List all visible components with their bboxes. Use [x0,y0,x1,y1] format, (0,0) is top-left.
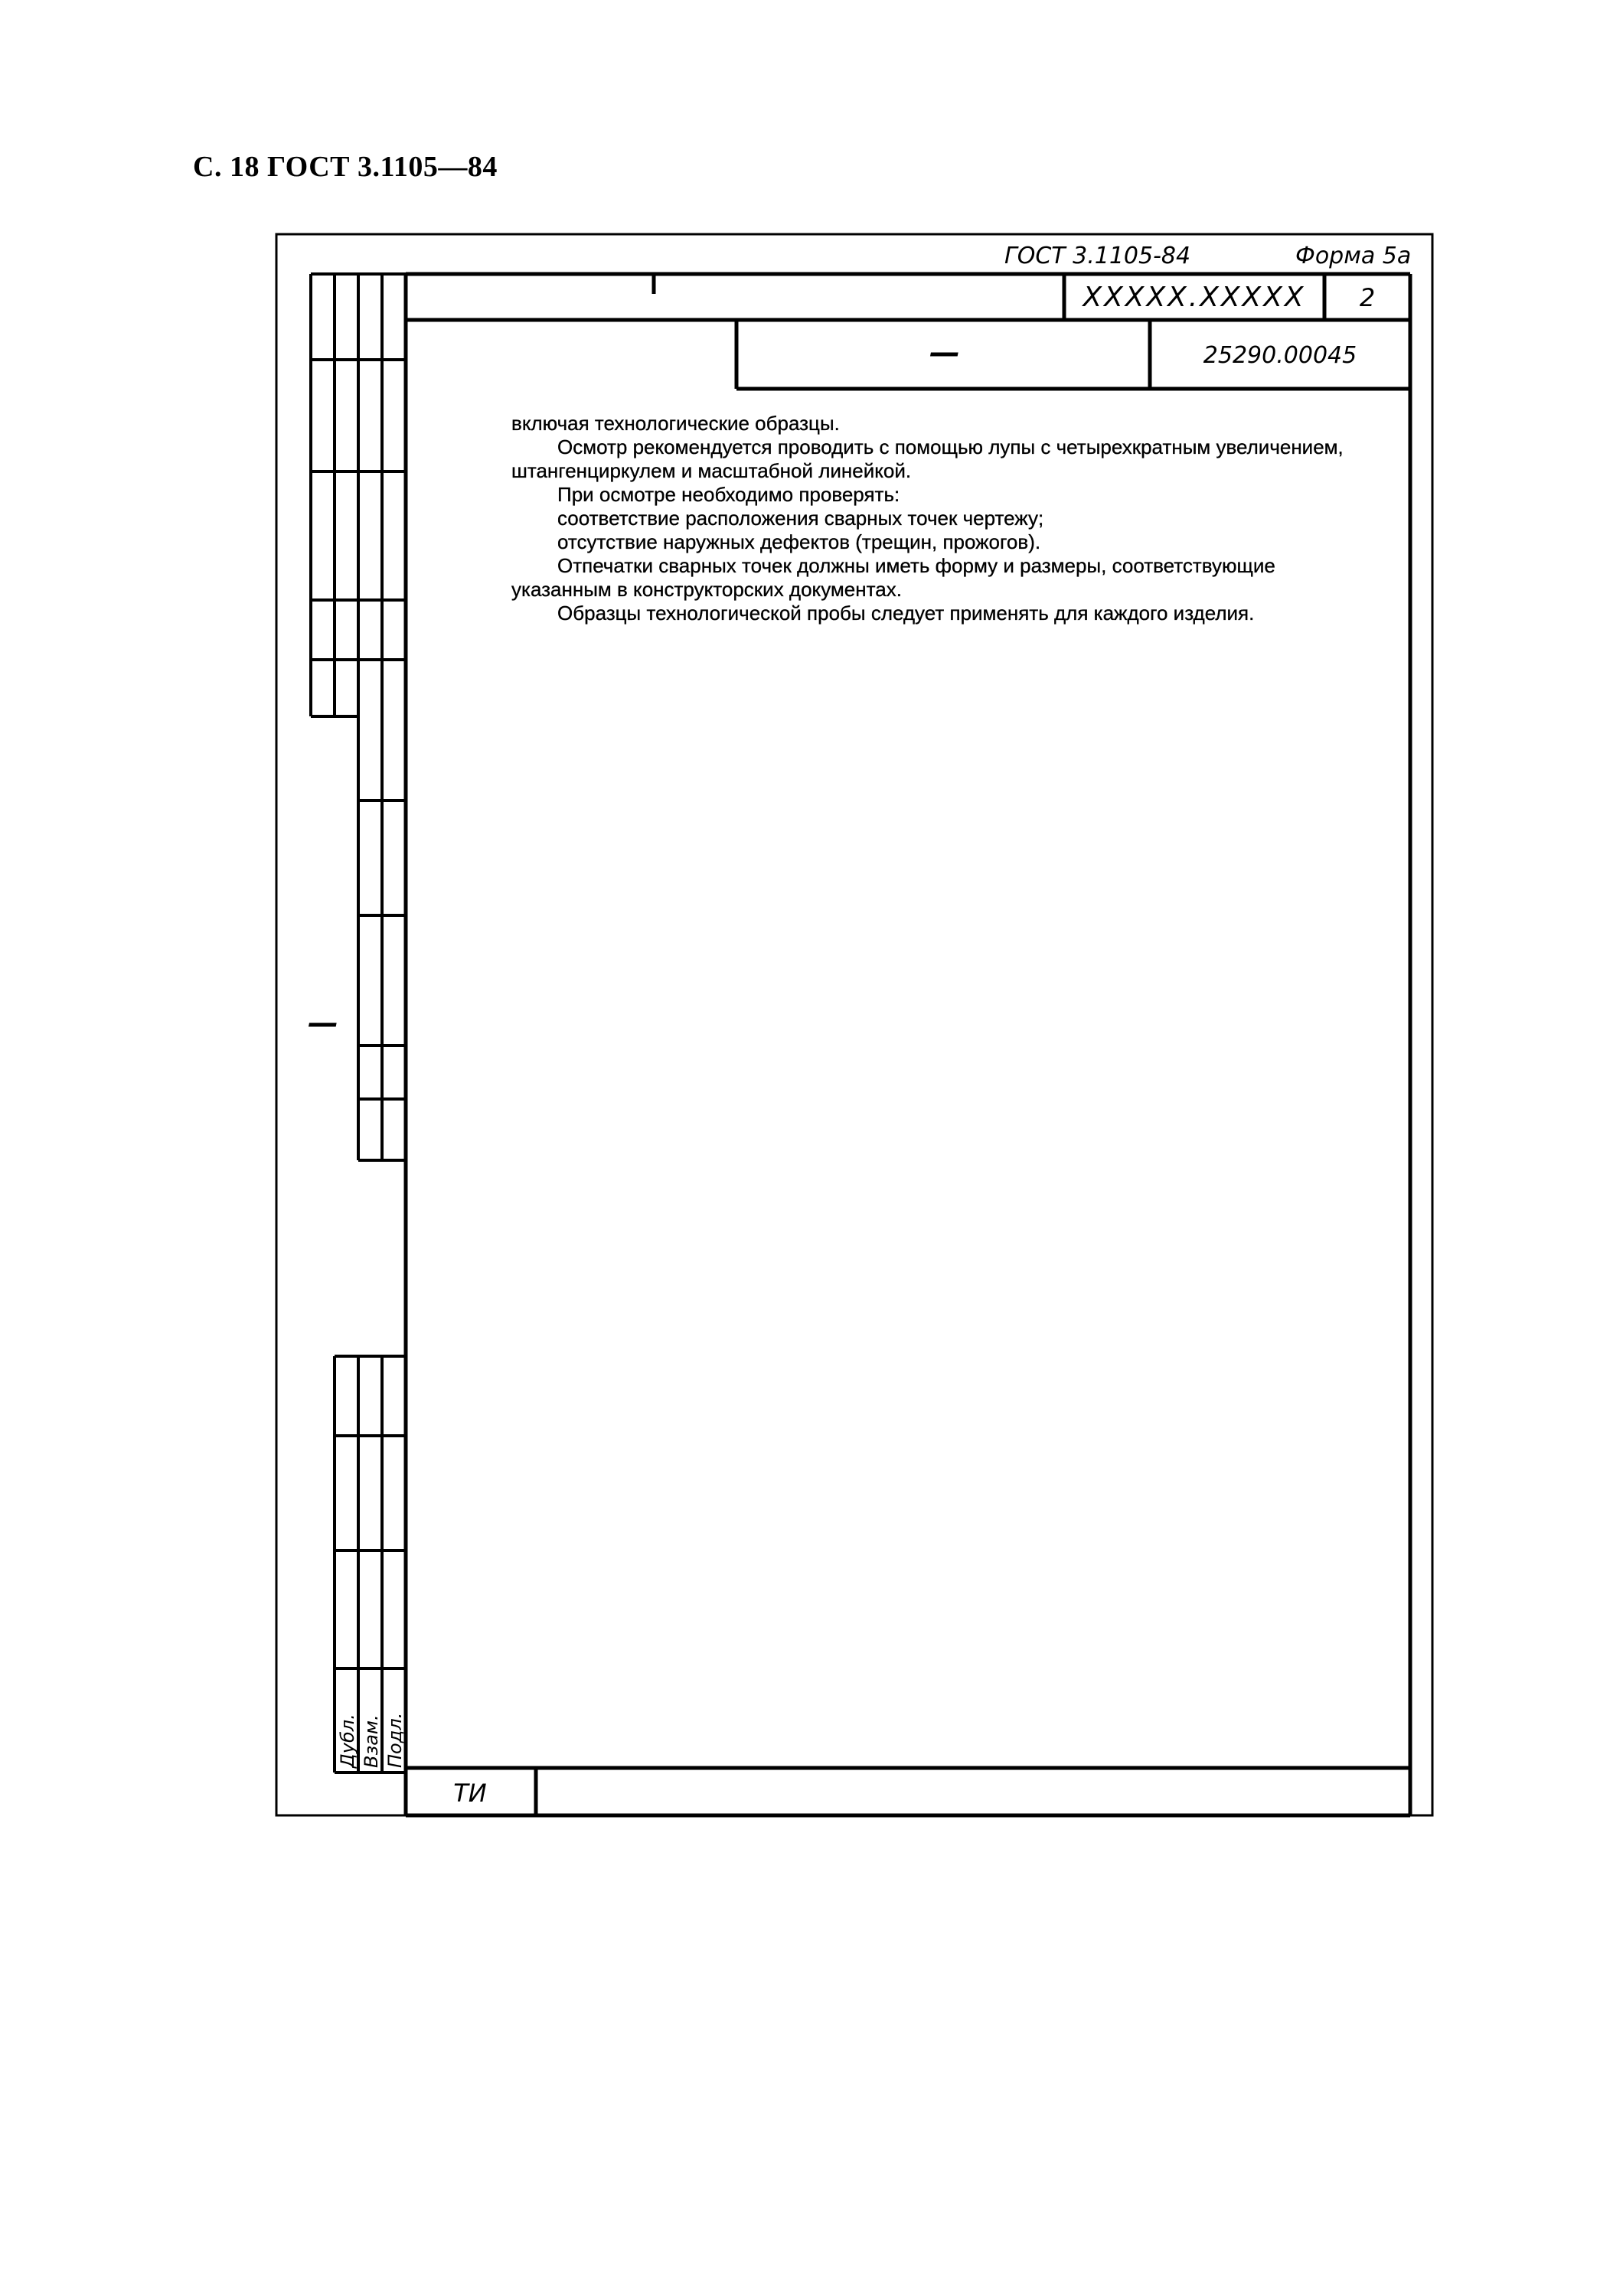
paragraph: Осмотр рекомендуется проводить с помощью лупы с четырехкратным увеличением, штангенциркулем и масштабной линейкой. [511,435,1344,482]
page-header: С. 18 ГОСТ 3.1105—84 [193,151,498,183]
paragraph: соответствие расположения сварных точек чертежу; [557,507,1044,530]
center-dash: — [929,335,960,370]
sheet-number: 2 [1359,283,1376,312]
document-body [511,412,1369,625]
label-vzam: Взам. [361,1714,382,1768]
form-standard: ГОСТ 3.1105-84 [1004,243,1191,269]
paragraph: Отпечатки сварных точек должны иметь форму и размеры, соответствующие указанным в конструкторских документах. [511,554,1275,601]
ref-number: 25290.00045 [1203,342,1357,369]
paragraph: Образцы технологической пробы следует применять для каждого изделия. [557,602,1255,625]
paragraph: отсутствие наружных дефектов (трещин, прожогов). [557,530,1041,553]
doc-type: ТИ [453,1779,487,1808]
doc-code: XXXXX.XXXXX [1083,282,1306,313]
left-stamp-lower [335,1356,406,1773]
label-dubl: Дубл. [337,1714,358,1768]
form-label: Форма 5а [1295,243,1412,269]
paragraph: включая технологические образцы. [511,412,840,435]
label-podl: Подл. [384,1712,406,1768]
left-dash: — [308,1006,338,1041]
paragraph: При осмотре необходимо проверять: [557,483,900,506]
